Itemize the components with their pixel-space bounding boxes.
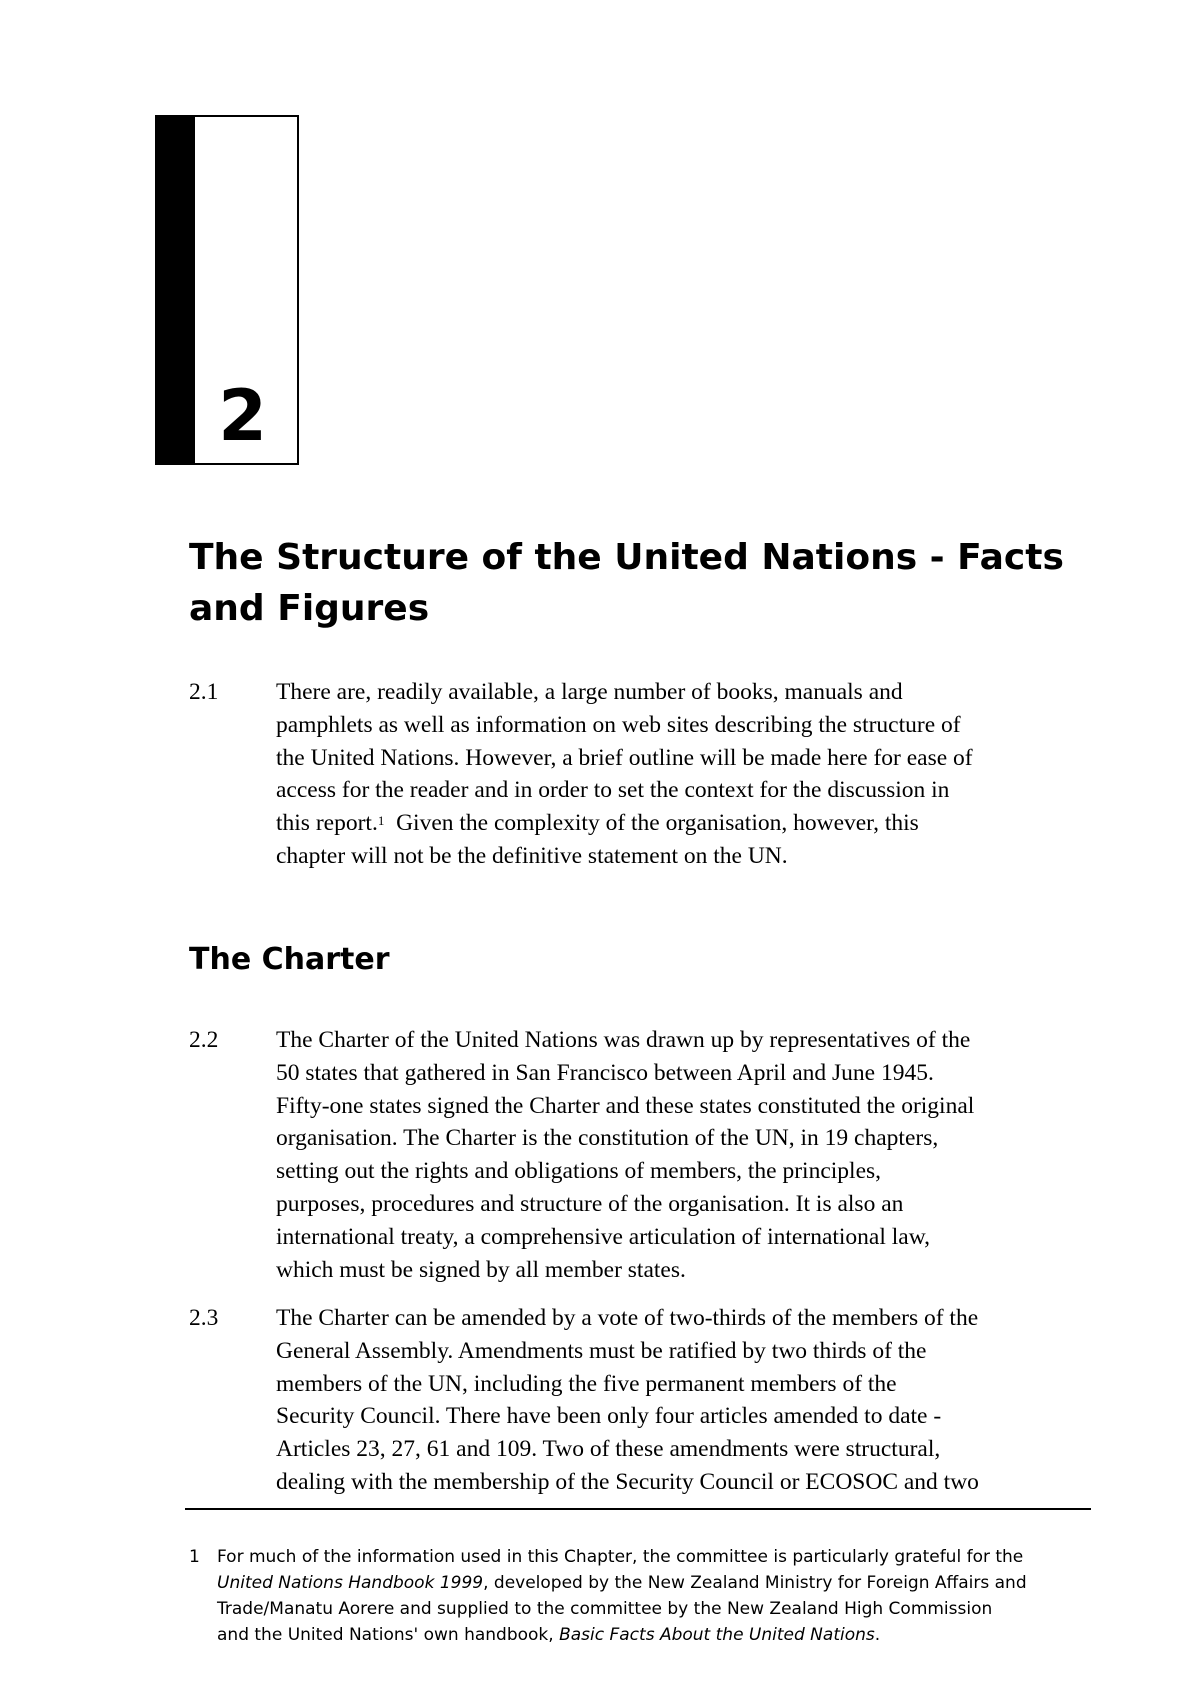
paragraph-line: which must be signed by all member states.	[276, 1256, 686, 1283]
footnote-text: , developed by the New Zealand Ministry for Foreign Affairs and	[483, 1573, 1027, 1593]
paragraph-number: 2.2	[189, 1027, 219, 1053]
paragraph-line: chapter will not be the definitive statement on the UN.	[276, 842, 788, 869]
paragraph-2-2	[189, 1024, 1089, 1286]
paragraph-body	[276, 676, 1089, 873]
paragraph-line: international treaty, a comprehensive articulation of international law,	[276, 1223, 931, 1250]
footnote-body	[217, 1544, 1099, 1648]
footnote-text: and the United Nations' own handbook,	[217, 1625, 560, 1645]
paragraph-line: setting out the rights and obligations of members, the principles,	[276, 1158, 882, 1185]
paragraph-line: access for the reader and in order to set the context for the discussion in	[276, 777, 950, 804]
section-heading: The Charter	[189, 942, 390, 977]
paragraph-line: Security Council. There have been only four articles amended to date -	[276, 1403, 942, 1430]
footnote	[189, 1544, 1099, 1648]
paragraph-2-3	[189, 1302, 1089, 1499]
title-line: and Figures	[189, 588, 430, 629]
paragraph-line: Articles 23, 27, 61 and 109. Two of these amendments were structural,	[276, 1436, 941, 1463]
footnote-line	[217, 1622, 1099, 1648]
footnote-line	[217, 1570, 1099, 1596]
footnote-number: 1	[189, 1547, 200, 1567]
footnote-line: Trade/Manatu Aorere and supplied to the committee by the New Zealand High Commission	[217, 1599, 993, 1619]
footnote-italic: United Nations Handbook 1999	[217, 1573, 484, 1593]
paragraph-line: 50 states that gathered in San Francisco between April and June 1945.	[276, 1059, 934, 1086]
chapter-bar	[157, 117, 195, 463]
paragraph-line	[276, 807, 1089, 840]
paragraph-line: organisation. The Charter is the constitution of the UN, in 19 chapters,	[276, 1125, 939, 1152]
footnote-text: .	[874, 1625, 881, 1645]
paragraph-number: 2.1	[189, 679, 219, 705]
paragraph-line: The Charter can be amended by a vote of two-thirds of the members of the	[276, 1305, 979, 1331]
chapter-number-box	[155, 115, 299, 465]
paragraph-number: 2.3	[189, 1305, 219, 1331]
paragraph-line: General Assembly. Amendments must be ratified by two thirds of the	[276, 1337, 927, 1364]
paragraph-body	[276, 1302, 1089, 1499]
paragraph-line: pamphlets as well as information on web sites describing the structure of	[276, 711, 961, 738]
paragraph-line: dealing with the membership of the Security Council or ECOSOC and two	[276, 1468, 979, 1495]
page-title	[189, 532, 1089, 634]
paragraph-line: members of the UN, including the five permanent members of the	[276, 1370, 897, 1397]
footnote-italic: Basic Facts About the United Nations	[559, 1625, 875, 1645]
paragraph-line: Fifty-one states signed the Charter and these states constituted the original	[276, 1092, 975, 1119]
paragraph-body	[276, 1024, 1089, 1286]
paragraph-line: the United Nations. However, a brief outline will be made here for ease of	[276, 744, 973, 771]
line-text: this report.	[276, 810, 378, 837]
paragraph-2-1	[189, 676, 1089, 873]
line-text: Given the complexity of the organisation, however, this	[384, 810, 919, 837]
title-line: The Structure of the United Nations - Facts	[189, 537, 1064, 578]
footnote-divider	[185, 1508, 1091, 1510]
paragraph-line: The Charter of the United Nations was drawn up by representatives of the	[276, 1027, 971, 1053]
footnote-line: For much of the information used in this Chapter, the committee is particularly grateful for the	[217, 1547, 1024, 1567]
paragraph-line: purposes, procedures and structure of the organisation. It is also an	[276, 1190, 904, 1217]
footnote-reference[interactable]: 1	[377, 813, 385, 829]
chapter-number: 2	[218, 375, 267, 457]
paragraph-line: There are, readily available, a large number of books, manuals and	[276, 679, 903, 705]
